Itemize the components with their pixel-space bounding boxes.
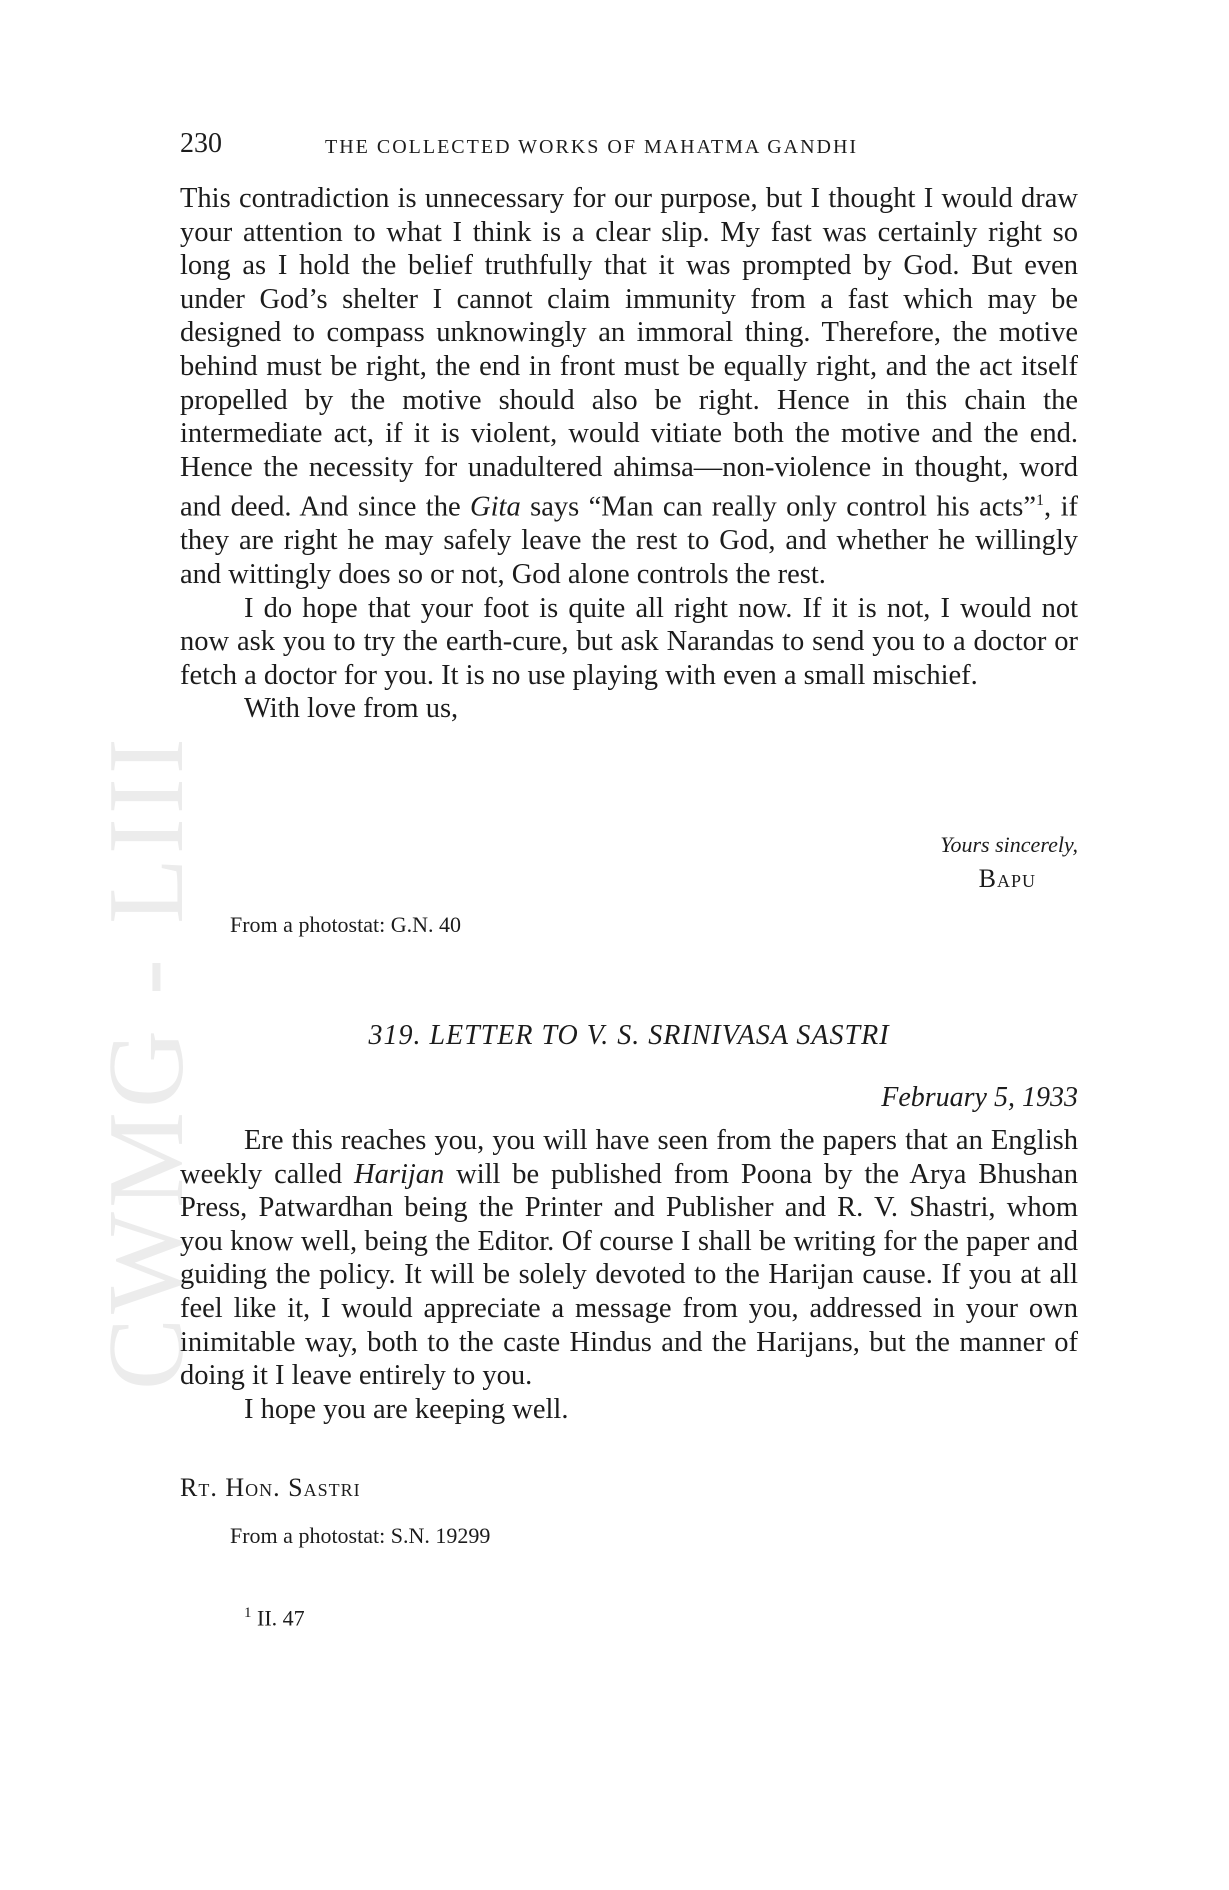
page-number: 230 (180, 128, 222, 159)
running-title: THE COLLECTED WORKS OF MAHATMA GANDHI (325, 136, 859, 158)
closing-line: With love from us, (244, 693, 459, 725)
letter-date: February 5, 1933 (881, 1082, 1078, 1113)
footnote-text: II. 47 (257, 1605, 305, 1631)
letter-body-continued (180, 182, 1078, 726)
footnote-reference: 1 (1036, 492, 1045, 510)
valediction: Yours sincerely, (940, 832, 1078, 857)
footnote (244, 1605, 305, 1631)
text-run: will be published from Poona by the Arya Bhushan Press, Patwardhan being the Printer and Publisher and R. V. Shastri, whom you know well, being the Editor. Of course I shall be writing for the paper and guiding the policy. It will be solely devoted to the Harijan cause. If you at all feel like it, I would appreciate a message from you, addressed in your own inimitable way, both to the caste Hindus and the Harijans, but the manner of doing it I leave entirely to you. (180, 1158, 1078, 1392)
paragraph: I hope you are keeping well. (244, 1393, 569, 1425)
harijan-italic: Harijan (354, 1158, 445, 1190)
watermark: CWMG - LIII (87, 734, 206, 1390)
section-heading: 319. LETTER TO V. S. SRINIVASA SASTRI (368, 1020, 890, 1051)
running-header (180, 128, 1078, 168)
gita-italic: Gita (470, 491, 521, 523)
text-run: Ere this reaches you, you will have seen from the papers that an English weekly called (180, 1125, 1078, 1190)
text-run: , if they are right he may safely leave the rest to God, and whether he willingly and wittingly does so or not, God alone controls the rest. (180, 491, 1078, 591)
signature: Bapu (978, 864, 1036, 893)
source-citation: From a photostat: S.N. 19299 (230, 1523, 491, 1548)
paragraph: I do hope that your foot is quite all right now. If it is not, I would not now ask you to try the earth-cure, but ask Narandas to send you to a doctor or fetch a doctor for you. It is no use playing with even a small mischief. (180, 592, 1078, 691)
paragraph (180, 1124, 1078, 1393)
letter-body (180, 1124, 1078, 1426)
footnote-marker: 1 (244, 1605, 252, 1621)
addressee: Rt. Hon. Sastri (180, 1473, 361, 1502)
paragraph (180, 182, 1078, 592)
text-run: This contradiction is unnecessary for our purpose, but I thought I would draw your attention to what I think is a clear slip. My fast was certainly right so long as I hold the belief truthfully that it was prompted by God. But even under God’s shelter I cannot claim immunity from a fast which may be designed to compass unknowingly an immoral thing. Therefore, the motive behind must be right, the end in front must be equally right, and the act itself propelled by the motive should also be right. Hence in this chain the intermediate act, if it is violent, would vitiate both the motive and the end. Hence the necessity for unadultered ahimsa—non-violence in thought, word and deed. And since the (180, 183, 1078, 523)
text-run: says “Man can really only control his acts” (520, 491, 1037, 523)
source-citation: From a photostat: G.N. 40 (230, 912, 461, 937)
